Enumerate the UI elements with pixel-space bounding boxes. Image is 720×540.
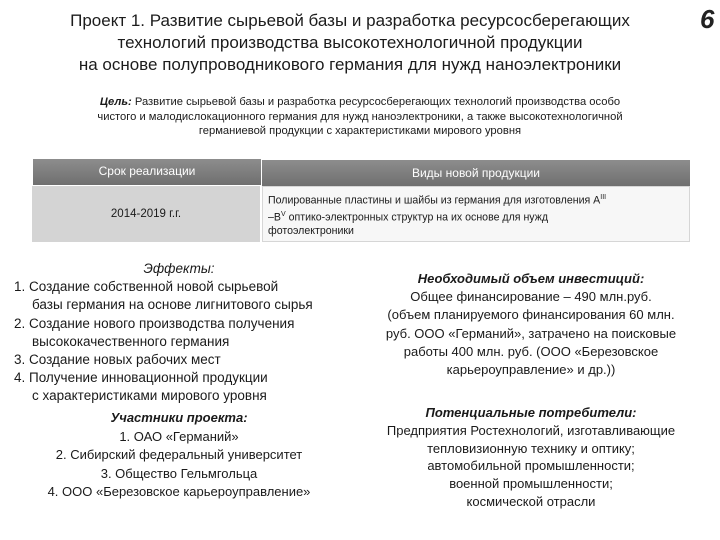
period-header: Срок реализации — [32, 158, 262, 186]
consumers-heading: Потенциальные потребители: — [425, 405, 637, 420]
investment-line: руб. ООО «Германий», затрачено на поисковые — [385, 325, 677, 341]
consumer-line: военной промышленности; — [449, 476, 613, 492]
effects-item: с характеристиками мирового уровня — [32, 388, 267, 404]
participant-item: 3. Общество Гельмгольца — [100, 465, 258, 481]
participants-block — [14, 409, 344, 502]
products-cell — [262, 186, 690, 242]
investment-line: карьероуправление» и др.)) — [446, 362, 616, 378]
products-sup: V — [280, 211, 286, 219]
investment-line: Общее финансирование – 490 млн.руб. — [410, 289, 652, 305]
title-line: технологий производства высокотехнологичной продукции — [117, 33, 583, 52]
effects-item: 2. Создание нового производства получения — [14, 315, 295, 331]
effects-block — [14, 260, 344, 406]
consumers-block — [346, 404, 716, 511]
period-cell: 2014-2019 г.г. — [32, 186, 260, 242]
title-line: на основе полупроводникового германия для нужд наноэлектроники — [78, 55, 622, 74]
consumer-line: тепловизионную технику и оптику; — [427, 440, 635, 456]
goal-label: Цель: — [99, 96, 132, 108]
goal-text: германиевой продукции с характеристиками мирового уровня — [198, 125, 522, 137]
products-text: –B — [268, 211, 281, 224]
effects-heading: Эффекты: — [143, 261, 215, 276]
page-title — [18, 10, 682, 76]
goal-block — [28, 95, 692, 139]
products-text: фотоэлектроники — [268, 225, 354, 238]
investment-heading: Необходимый объем инвестиций: — [417, 271, 645, 286]
consumer-line: Предприятия Ростехнологий, изготавливающие — [386, 422, 676, 438]
participant-item: 2. Сибирский федеральный университет — [55, 447, 303, 462]
title-line: Проект 1. Развитие сырьевой базы и разработка ресурсосберегающих — [70, 11, 630, 30]
products-text: Полированные пластины и шайбы из германия для изготовления A — [268, 194, 601, 207]
products-header: Виды новой продукции — [262, 160, 690, 186]
products-text: оптико-электронных структур на их основе для нужд — [285, 211, 548, 224]
products-sup: III — [600, 194, 607, 201]
participant-item: 4. ООО «Березовское карьероуправление» — [47, 484, 311, 499]
investment-block — [346, 270, 716, 379]
goal-text: Развитие сырьевой базы и разработка ресурсосберегающих технологий производства особо — [134, 96, 621, 108]
goal-text: чистого и малодислокационного германия для нужд наноэлектроники, а также высокотехнологичной — [97, 110, 623, 123]
investment-line: работы 400 млн. руб. (ООО «Березовское — [403, 343, 659, 359]
consumer-line: автомобильной промышленности; — [427, 458, 635, 474]
investment-line: (объем планируемого финансирования 60 млн. — [387, 307, 675, 323]
effects-item: 4. Получение инновационной продукции — [14, 370, 268, 386]
effects-item: высококачественного германия — [32, 333, 230, 349]
effects-item: базы германия на основе лигнитового сырья — [32, 297, 313, 313]
consumer-line: космической отрасли — [466, 493, 596, 509]
effects-item: 3. Создание новых рабочих мест — [14, 352, 221, 368]
participants-heading: Участники проекта: — [110, 410, 248, 425]
slide-number: 6 — [700, 4, 715, 34]
effects-item: 1. Создание собственной новой сырьевой — [14, 279, 279, 295]
participant-item: 1. ОАО «Германий» — [119, 428, 239, 444]
